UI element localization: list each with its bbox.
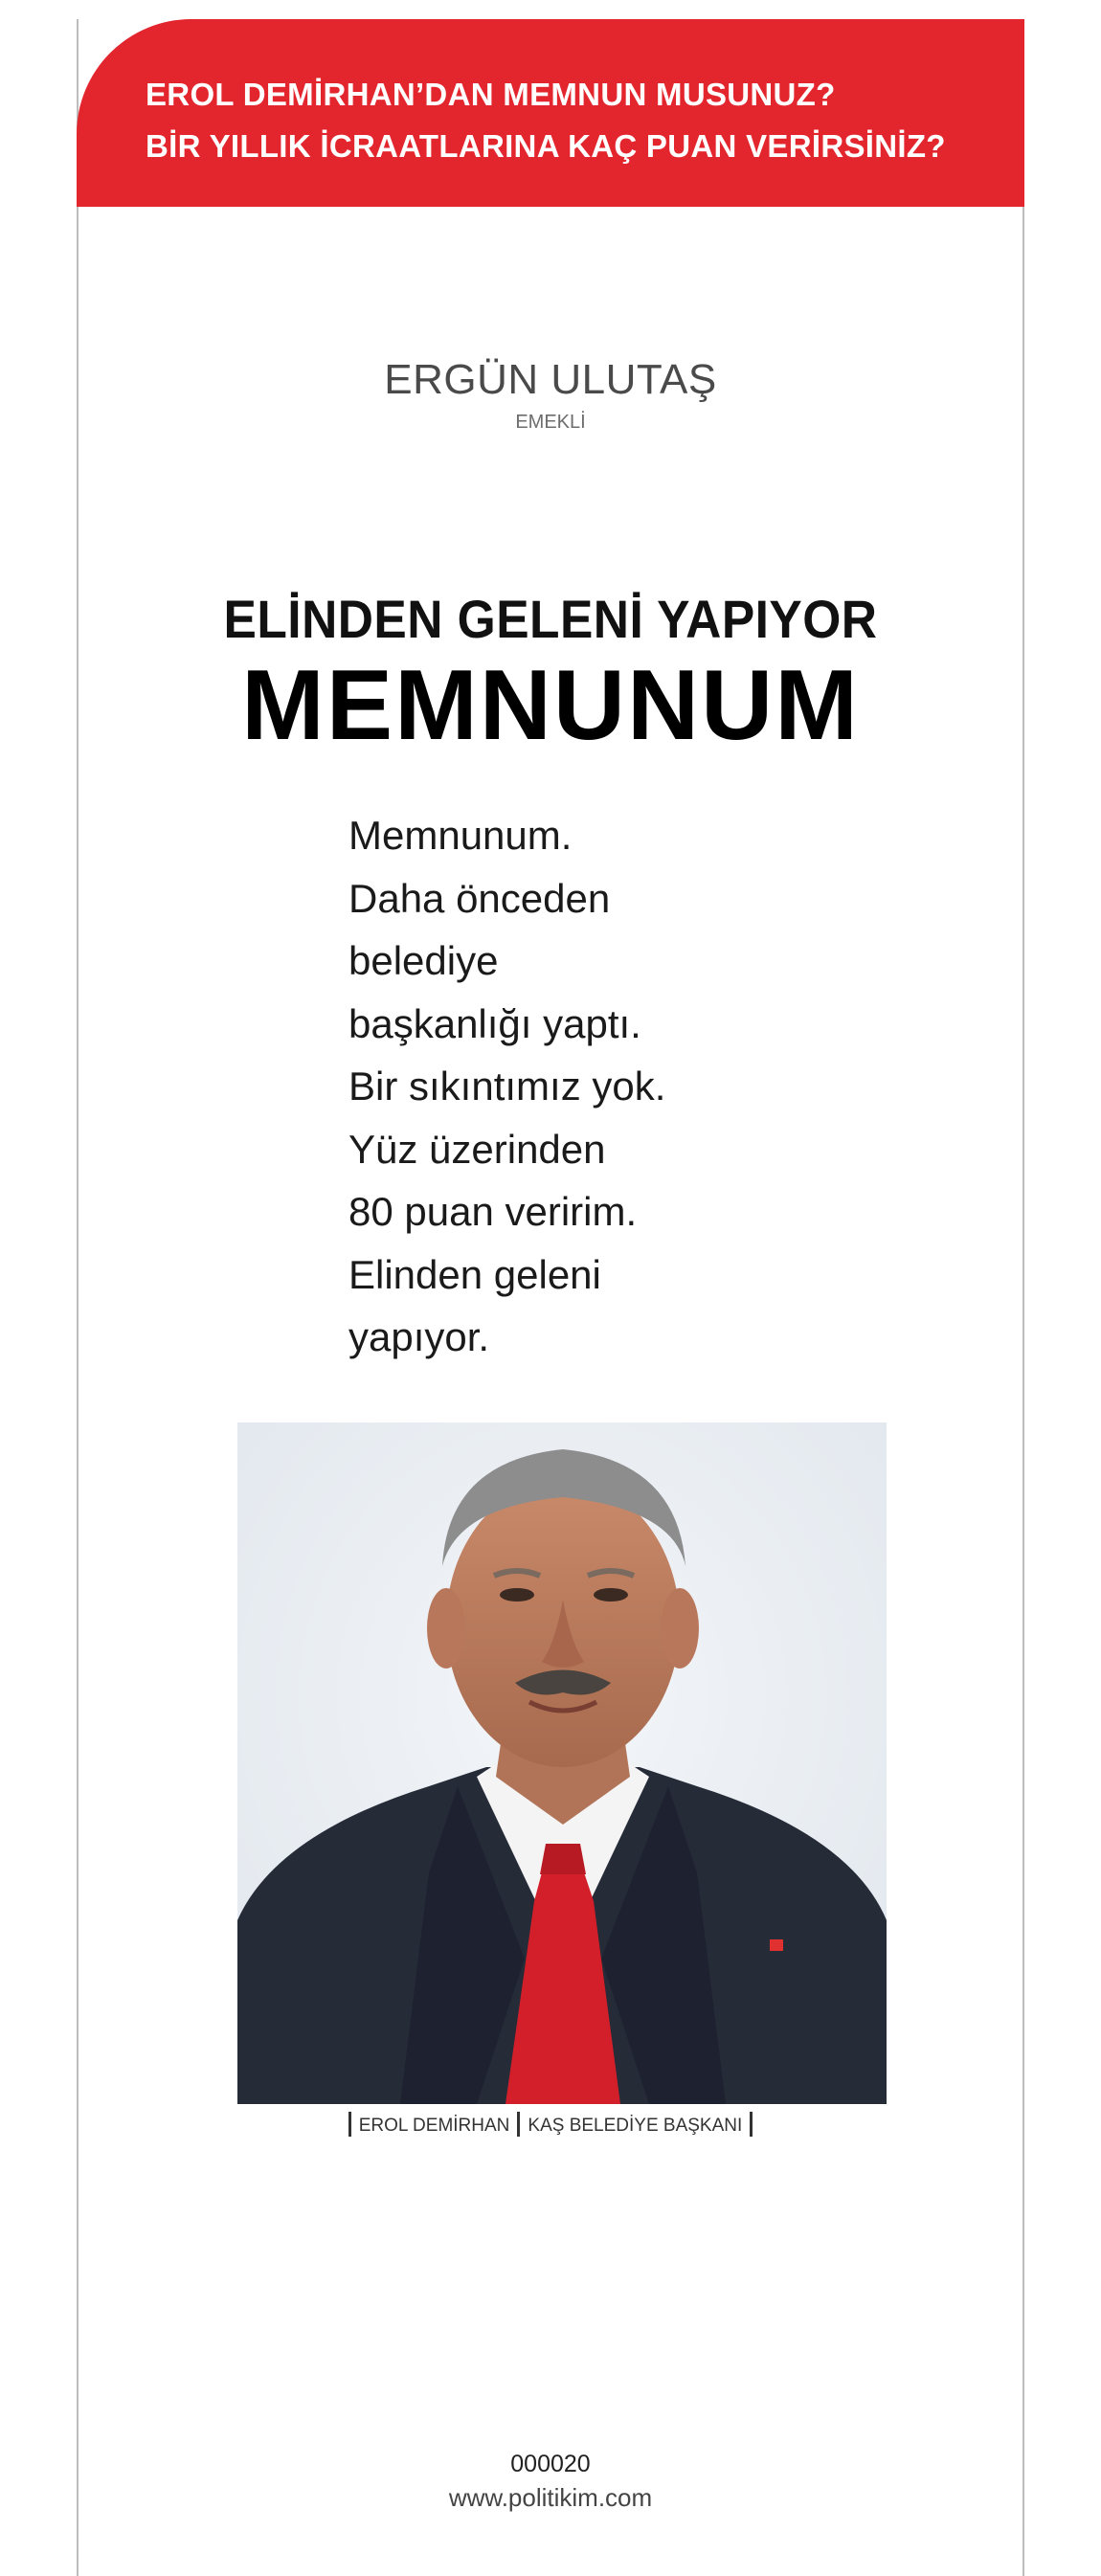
quote-line: Bir sıkıntımız yok. (348, 1064, 666, 1109)
quote-line: Memnunum. (348, 813, 573, 858)
caption-title: KAŞ BELEDİYE BAŞKANI (528, 2116, 743, 2136)
headline-subtitle: ELİNDEN GELENİ YAPIYOR (223, 589, 878, 649)
quote-line: Daha önceden (348, 875, 611, 921)
quote-line: Yüz üzerinden (348, 1126, 606, 1172)
banner-question-line-1: EROL DEMİRHAN’DAN MEMNUN MUSUNUZ? (146, 77, 836, 112)
question-banner (77, 19, 1024, 207)
quote-line: belediye (348, 938, 499, 983)
headline-title: MEMNUNUM (241, 650, 860, 761)
quote-line: Elinden geleni (348, 1251, 601, 1297)
mayor-portrait-photo (237, 1422, 887, 2104)
caption-divider (517, 2112, 520, 2137)
quote-line: yapıyor. (348, 1314, 490, 1359)
respondent-quote (348, 804, 665, 1369)
caption-divider (750, 2112, 753, 2137)
caption-divider (348, 2112, 351, 2137)
photo-caption (0, 2112, 1101, 2137)
respondent-occupation: EMEKLİ (515, 412, 586, 433)
quote-line: 80 puan veririm. (348, 1189, 638, 1234)
respondent-name: ERGÜN ULUTAŞ (384, 356, 717, 403)
website-url: www.politikim.com (448, 2483, 653, 2512)
banner-question-line-2: BİR YILLIK İCRAATLARINA KAÇ PUAN VERİRSİNİZ? (146, 128, 946, 164)
page-code: 000020 (510, 2451, 591, 2477)
quote-line: başkanlığı yaptı. (348, 1000, 641, 1046)
caption-name: EROL DEMİRHAN (358, 2116, 510, 2136)
